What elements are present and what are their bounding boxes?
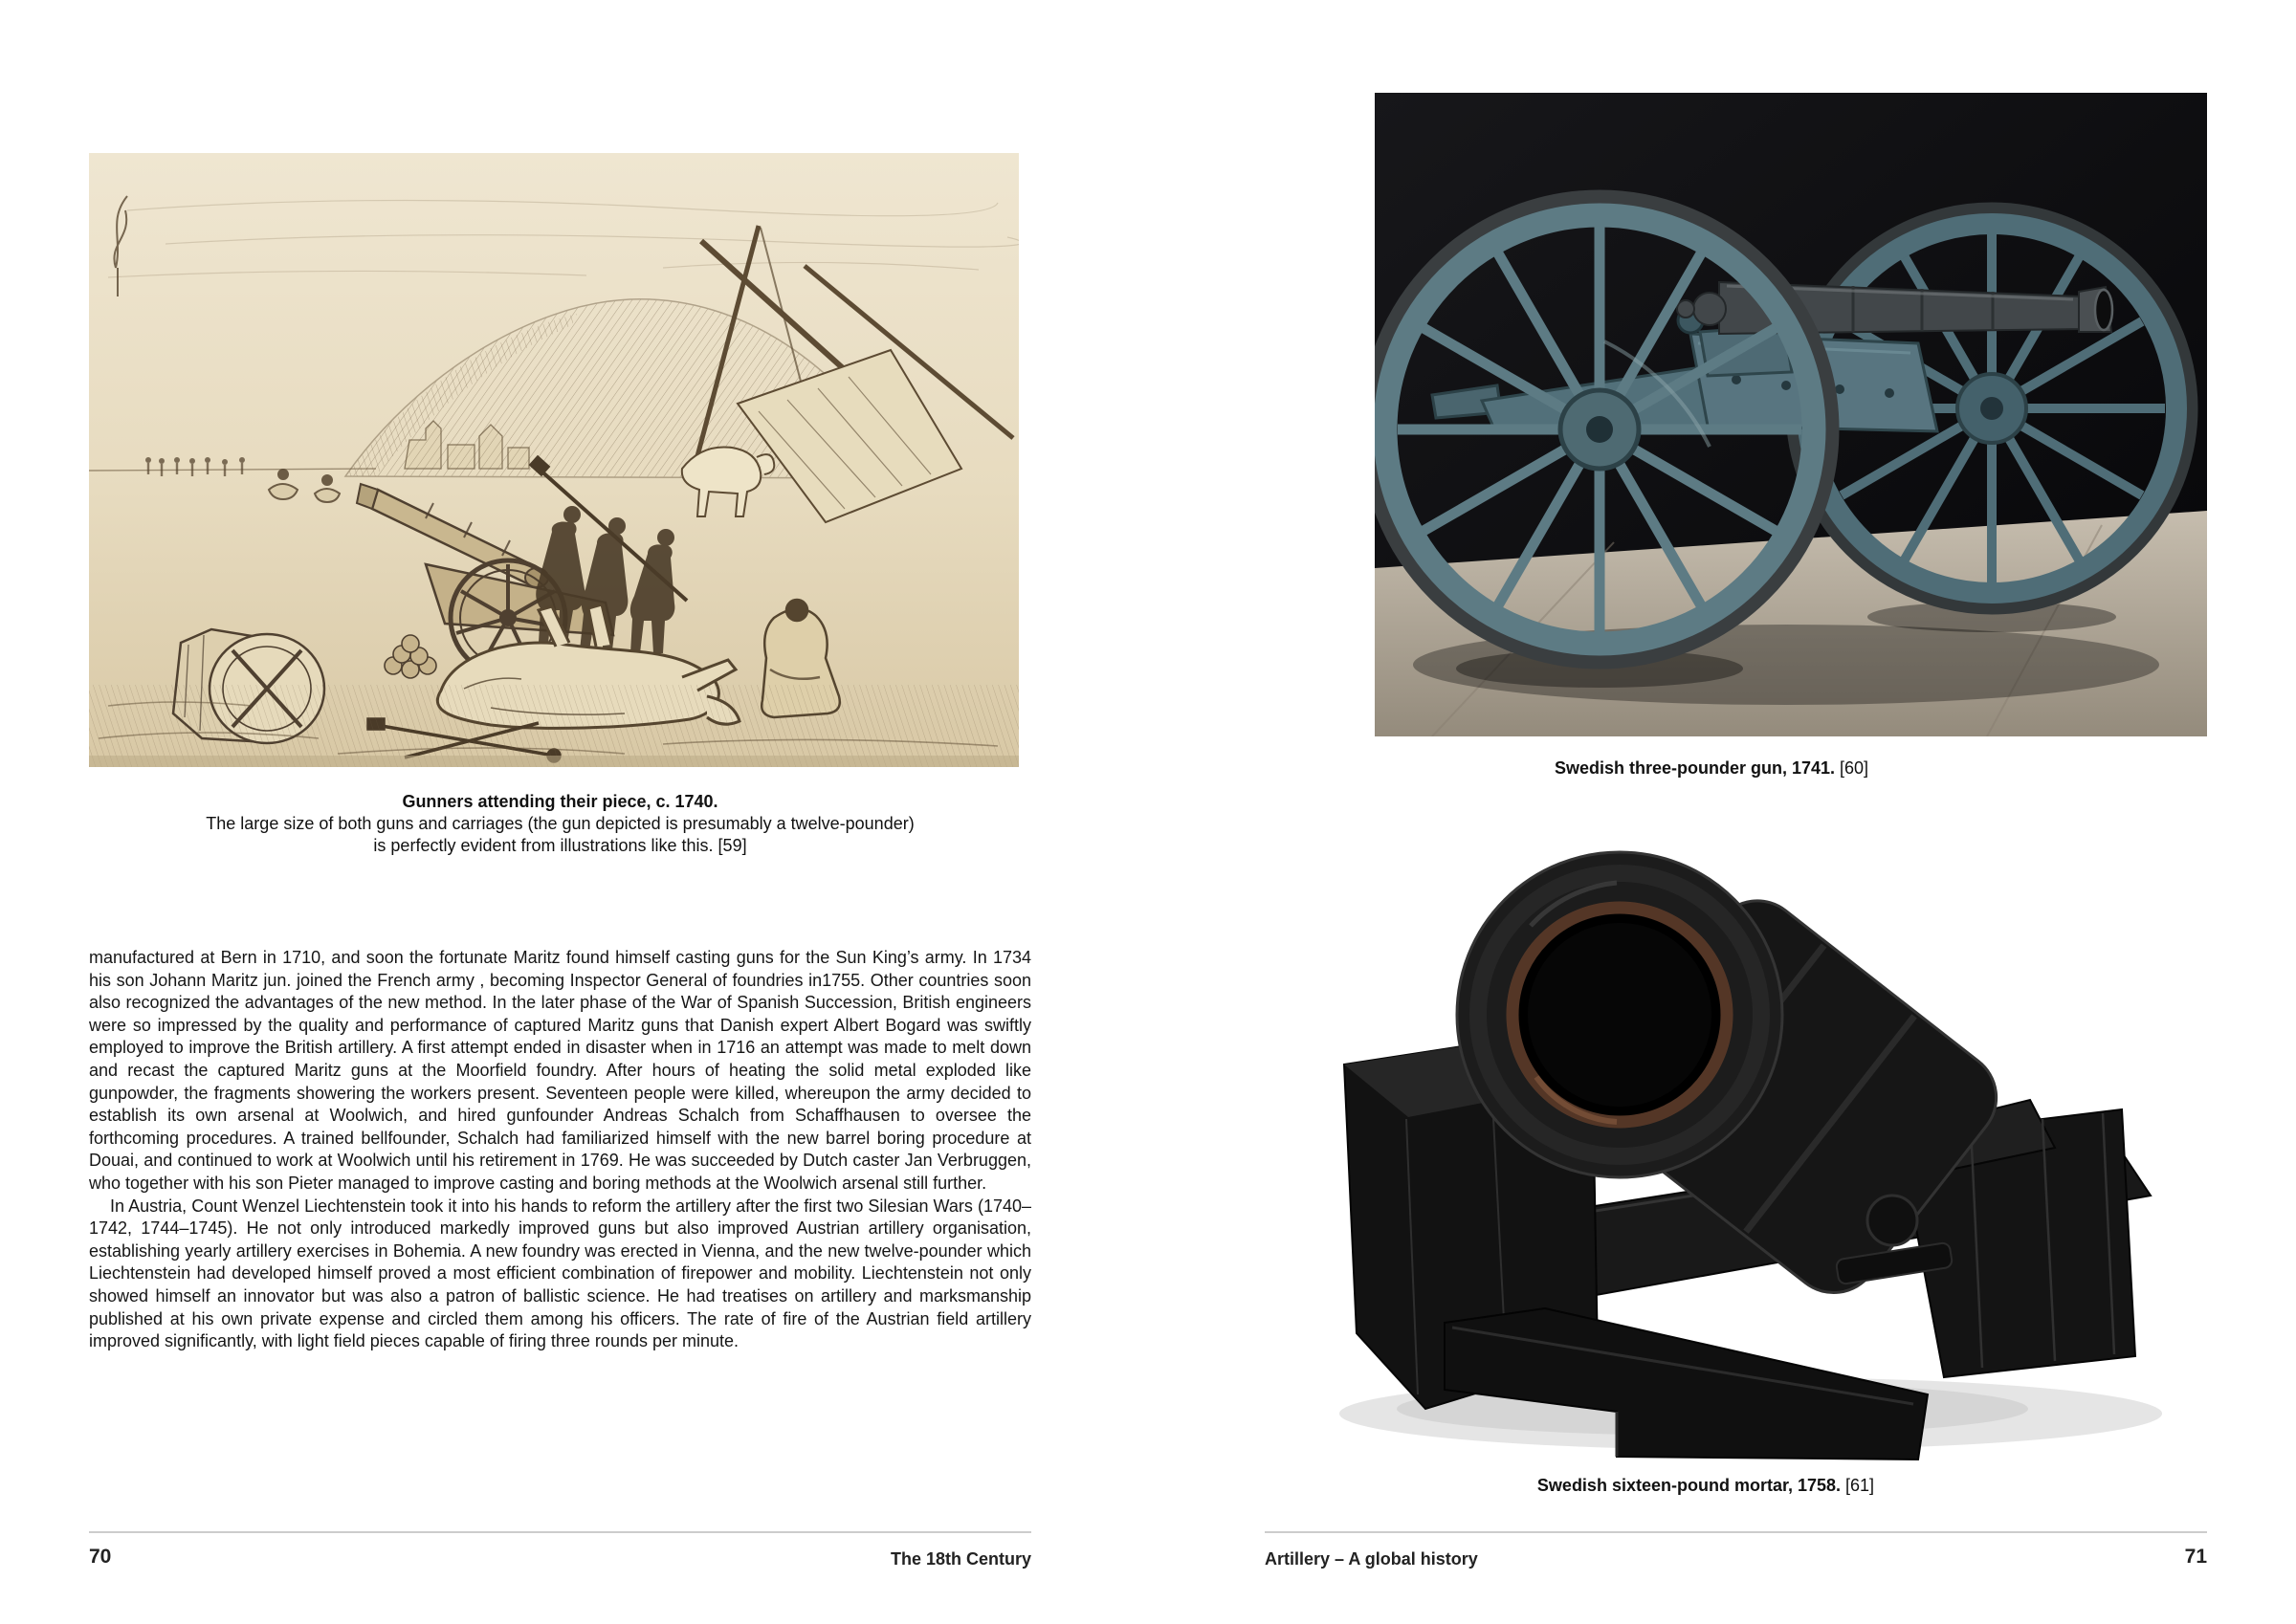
mortar-photo-illustration [1301,840,2200,1461]
photo-three-pounder-gun [1375,93,2207,736]
caption-title: Gunners attending their piece, c. 1740. [402,792,718,811]
figure-caption-mortar [1275,1476,2136,1496]
footer-rule-left [89,1531,1031,1533]
page-number-left: 70 [89,1546,112,1568]
body-text [89,947,1031,1353]
caption-gun-ref: [60] [1840,758,1869,778]
gun-photo-illustration [1375,93,2207,736]
gun-near-wheel [1375,197,1832,662]
caption-gun-title: Swedish three-pounder gun, 1741. [1554,758,1835,778]
figure-caption-engraving [89,791,1031,857]
page-number-right: 71 [2184,1546,2207,1568]
engraving-illustration [89,153,1019,767]
caption-line: The large size of both guns and carriages (the gun depicted is presumably a twelve-pounder) [206,814,915,833]
paragraph-liechtenstein: In Austria, Count Wenzel Liechtenstein took it into his hands to reform the artillery after the first two Silesian Wars (1740–1742, 1744–1745). He not only introduced markedly improved guns but also improved Austrian artillery organisation, establishing yearly artillery exercises in Bohemia. A new foundry was erected in Vienna, and the new twelve-pounder which Liechtenstein had developed himself proved a most efficient combination of firepower and mobility. Liechtenstein not only showed himself an innovator but was also a patron of ballistic science. He had treatises on artillery and marksmanship published at his own private expense and circled them among his officers. The rate of fire of the Austrian field artillery improved significantly, with light field pieces capable of firing three rounds per minute. [89,1196,1031,1351]
running-title-right: Artillery – A global history [1265,1549,1478,1569]
caption-mortar-ref: [61] [1845,1476,1875,1495]
photo-sixteen-pound-mortar [1301,840,2200,1461]
footer-rule-right [1265,1531,2207,1533]
mortar-muzzle [1457,852,1782,1177]
engraving-gunners-image [89,153,1019,767]
caption-line: is perfectly evident from illustrations like this. [59] [373,836,747,855]
figure-caption-gun [1281,758,2142,779]
running-title-left: The 18th Century [890,1549,1031,1569]
caption-mortar-title: Swedish sixteen-pound mortar, 1758. [1536,1476,1842,1495]
paragraph-maritz: manufactured at Bern in 1710, and soon the fortunate Maritz found himself casting guns for the Sun King’s army. In 1734 his son Johann Maritz jun. joined the French army , becoming Inspector General of foundries in1755. Other countries soon also recognized the advantages of the new method. In the later phase of the War of Spanish Succession, British engineers were so impressed by the quality and performance of captured Maritz guns that Danish expert Albert Bogard was swiftly employed to improve the British artillery. A first attempt ended in disaster when in 1716 an attempt was made to melt down and recast the captured Maritz guns at the Moorfield foundry. After hours of heating the solid metal exploded like gunpowder, the fragments showering the workers present. Seventeen people were killed, whereupon the army decided to establish its own arsenal at Woolwich, and hired gunfounder Andreas Schalch from Schaffhausen to oversee the forthcoming procedures. A trained bellfounder, Schalch had familiarized himself with the new barrel boring procedure at Douai, and continued to work at Woolwich until his retirement in 1769. He was succeeded by Dutch caster Jan Verbruggen, who together with his son Pieter managed to improve casting and boring methods at the Woolwich arsenal still further. [89,948,1031,1193]
